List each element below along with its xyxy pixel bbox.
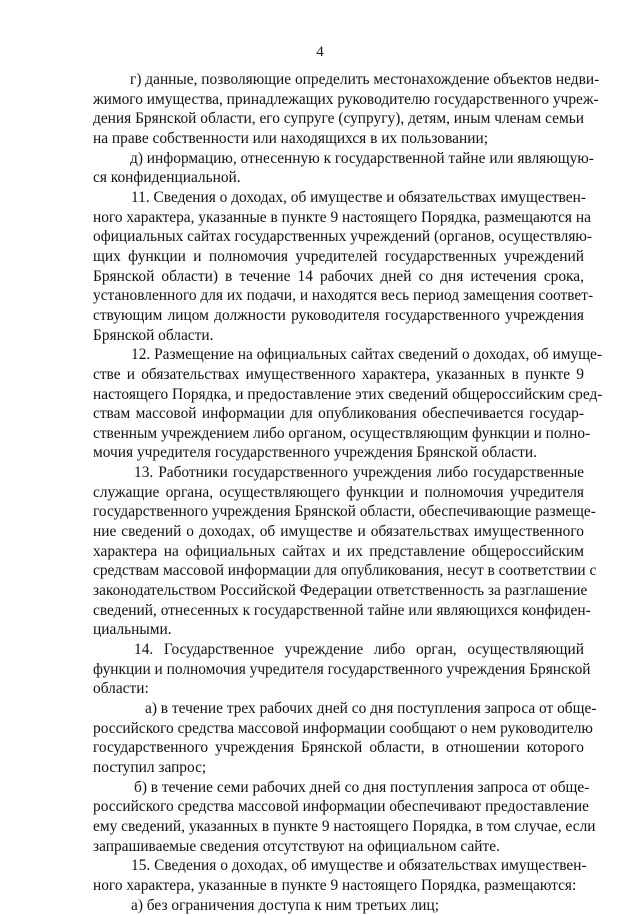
text-line: Брянской области. <box>93 326 214 344</box>
text-line: 14. Государственное учреждение либо орган, осуществляющий <box>134 641 584 659</box>
text-line: дения Брянской области, его супруге (супругу), детям, иным членам семьи <box>93 110 584 128</box>
document-body <box>93 70 603 915</box>
text-line: средствам массовой информации для опубликования, несут в соответствии с <box>93 562 597 580</box>
page-number: 4 <box>316 44 324 60</box>
text-line: законодательством Российской Федерации ответственность за разглашение <box>93 582 588 600</box>
text-line: ему сведений, указанных в пункте 9 настоящего Порядка, в том случае, если <box>93 817 596 835</box>
text-line: официальных сайтах государственных учреждений (органов, осуществляю- <box>93 228 593 246</box>
text-line: г) данные, позволяющие определить местонахождение объектов недви- <box>130 71 600 88</box>
paragraph <box>93 778 596 857</box>
text-line: мочия учредителя государственного учреждения Брянской области. <box>93 444 537 462</box>
text-line: области: <box>93 680 149 698</box>
text-line: 12. Размещение на официальных сайтах сведений о доходах, об имуще- <box>131 346 602 364</box>
text-line: установленного для их подачи, и находятся весь период замещения соответ- <box>93 287 594 305</box>
text-line: д) информацию, отнесенную к государственной тайне или являющую- <box>130 149 594 167</box>
text-line: ся конфиденциальной. <box>93 169 241 187</box>
paragraph <box>93 640 591 699</box>
text-line: сведений, отнесенных к государственной тайне или являющихся конфиден- <box>93 601 591 619</box>
text-line: государственного учреждения Брянской области, обеспечивающие размеще- <box>93 503 596 521</box>
paragraph <box>93 70 600 149</box>
text-line: а) в течение трех рабочих дней со дня поступления запроса от обще- <box>145 700 597 717</box>
text-line: российского средства массовой информации сообщают о нем руководителю <box>93 719 593 737</box>
text-line: жимого имущества, принадлежащих руководителю государственного учреж- <box>93 90 599 108</box>
text-line: 15. Сведения о доходах, об имуществе и обязательствах имуществен- <box>131 857 587 875</box>
text-line: характера на официальных сайтах и их представление общероссийским <box>93 542 584 560</box>
paragraph <box>93 345 603 463</box>
text-line: ного характера, указанные в пункте 9 настоящего Порядка, размещаются на <box>93 208 591 226</box>
paragraph <box>93 896 584 915</box>
text-line: 13. Работники государственного учреждения либо государственные <box>134 464 584 482</box>
text-line: запрашиваемые сведения отсутствуют на официальном сайте. <box>93 837 500 855</box>
paragraph <box>93 149 594 188</box>
text-line: щих функции и полномочия учредителей государственных учреждений <box>93 247 584 265</box>
text-line: ствам массовой информации для опубликования обеспечивается государ- <box>93 405 584 423</box>
text-line: функции и полномочия учредителя государственного учреждения Брянской <box>93 660 591 678</box>
paragraph <box>93 188 594 345</box>
text-line: поступил запрос; <box>93 758 207 776</box>
text-line: Брянской области) в течение 14 рабочих дней со дня истечения срока, <box>93 267 584 285</box>
text-line: на праве собственности или находящихся в их пользовании; <box>93 129 488 147</box>
text-line: 11. Сведения о доходах, об имуществе и обязательствах имуществен- <box>131 188 586 206</box>
text-line: б) в течение семи рабочих дней со дня поступления запроса от обще- <box>134 778 590 796</box>
text-line: ственным учреждением либо органом, осуществляющим функции и полно- <box>93 424 591 442</box>
text-line: циальными. <box>93 621 172 639</box>
paragraph <box>93 699 597 778</box>
text-line: настоящего Порядка, и предоставление этих сведений общероссийским сред- <box>93 385 603 403</box>
text-line: российского средства массовой информации обеспечивают предоставление <box>93 798 589 816</box>
text-line: государственного учреждения Брянской области, в отношении которого <box>93 739 584 757</box>
paragraph <box>93 463 597 640</box>
text-line: ствующим лицом должности руководителя государственного учреждения <box>93 306 584 324</box>
text-line: служащие органа, осуществляющего функции и полномочия учредителя <box>93 483 584 501</box>
text-line: стве и обязательствах имущественного характера, указанных в пункте 9 <box>93 365 584 383</box>
text-line: ние сведений о доходах, об имуществе и обязательствах имущественного <box>93 523 584 541</box>
text-line: ного характера, указанные в пункте 9 настоящего Порядка, размещаются: <box>93 876 577 894</box>
text-line: а) без ограничения доступа к ним третьих лиц; <box>131 896 440 914</box>
paragraph <box>93 856 587 895</box>
